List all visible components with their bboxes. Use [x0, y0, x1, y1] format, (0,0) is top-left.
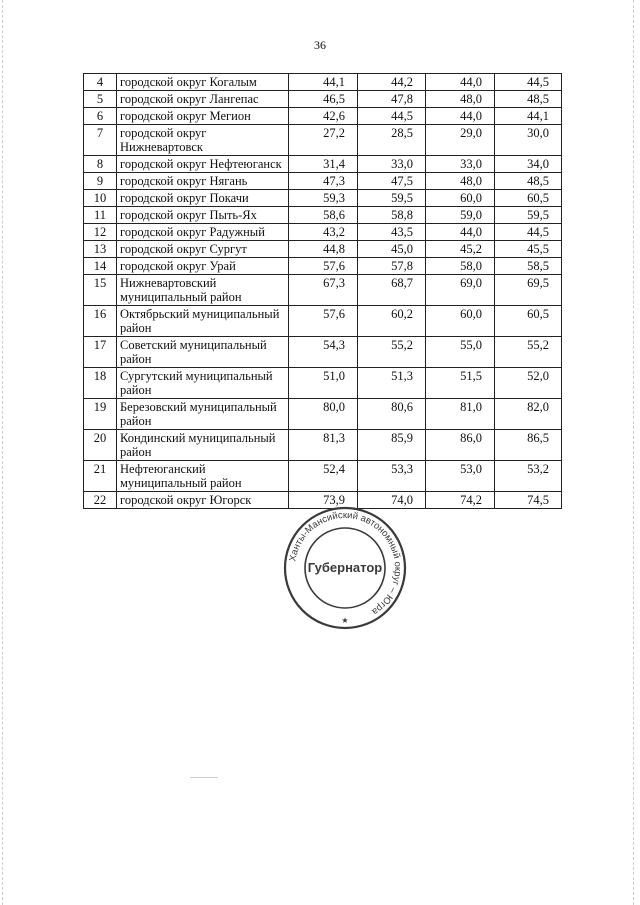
- value-col-3: 53,0: [426, 461, 495, 492]
- municipality-name: Октябрьский муниципальный район: [117, 306, 289, 337]
- value-col-3: 60,0: [426, 190, 495, 207]
- value-col-4: 48,5: [495, 91, 562, 108]
- value-col-2: 60,2: [358, 306, 426, 337]
- page-number: 36: [314, 38, 326, 52]
- table-row: [84, 241, 562, 258]
- municipality-name: городской округ Пыть-Ях: [117, 207, 289, 224]
- municipality-name: городской округ Лангепас: [117, 91, 289, 108]
- value-col-2: 59,5: [358, 190, 426, 207]
- value-col-3: 33,0: [426, 156, 495, 173]
- value-col-3: 44,0: [426, 74, 495, 91]
- value-col-2: 44,5: [358, 108, 426, 125]
- municipality-name: Кондинский муниципальный район: [117, 430, 289, 461]
- value-col-2: 33,0: [358, 156, 426, 173]
- value-col-4: 82,0: [495, 399, 562, 430]
- value-col-4: 44,5: [495, 224, 562, 241]
- value-col-4: 60,5: [495, 306, 562, 337]
- value-col-3: 55,0: [426, 337, 495, 368]
- value-col-2: 55,2: [358, 337, 426, 368]
- row-number: 5: [84, 91, 117, 108]
- municipality-name: городской округ Когалым: [117, 74, 289, 91]
- value-col-1: 51,0: [289, 368, 358, 399]
- table-row: [84, 337, 562, 368]
- row-number: 7: [84, 125, 117, 156]
- row-number: 17: [84, 337, 117, 368]
- value-col-1: 67,3: [289, 275, 358, 306]
- table-row: [84, 190, 562, 207]
- value-col-1: 59,3: [289, 190, 358, 207]
- row-number: 15: [84, 275, 117, 306]
- value-col-3: 48,0: [426, 91, 495, 108]
- indicator-table: [83, 73, 562, 509]
- table-row: [84, 399, 562, 430]
- value-col-4: 60,5: [495, 190, 562, 207]
- table-row: [84, 306, 562, 337]
- row-number: 14: [84, 258, 117, 275]
- value-col-1: 57,6: [289, 258, 358, 275]
- value-col-4: 55,2: [495, 337, 562, 368]
- value-col-4: 69,5: [495, 275, 562, 306]
- value-col-2: 51,3: [358, 368, 426, 399]
- row-number: 18: [84, 368, 117, 399]
- value-col-1: 58,6: [289, 207, 358, 224]
- table-row: [84, 125, 562, 156]
- value-col-1: 31,4: [289, 156, 358, 173]
- value-col-2: 85,9: [358, 430, 426, 461]
- municipality-name: городской округ Сургут: [117, 241, 289, 258]
- value-col-3: 51,5: [426, 368, 495, 399]
- municipality-name: Нефтеюганский муниципальный район: [117, 461, 289, 492]
- value-col-2: 45,0: [358, 241, 426, 258]
- table-row: [84, 258, 562, 275]
- value-col-2: 43,5: [358, 224, 426, 241]
- municipality-name: городской округ Нефтеюганск: [117, 156, 289, 173]
- row-number: 20: [84, 430, 117, 461]
- row-number: 6: [84, 108, 117, 125]
- value-col-3: 29,0: [426, 125, 495, 156]
- value-col-2: 47,5: [358, 173, 426, 190]
- value-col-2: 53,3: [358, 461, 426, 492]
- scan-edge-right: [633, 0, 634, 905]
- value-col-4: 48,5: [495, 173, 562, 190]
- value-col-2: 68,7: [358, 275, 426, 306]
- value-col-3: 59,0: [426, 207, 495, 224]
- governor-seal: [282, 505, 408, 631]
- value-col-1: 42,6: [289, 108, 358, 125]
- value-col-2: 28,5: [358, 125, 426, 156]
- value-col-1: 52,4: [289, 461, 358, 492]
- value-col-3: 86,0: [426, 430, 495, 461]
- value-col-4: 53,2: [495, 461, 562, 492]
- table-row: [84, 368, 562, 399]
- value-col-4: 45,5: [495, 241, 562, 258]
- value-col-4: 44,5: [495, 74, 562, 91]
- municipality-name: городской округ Югорск: [117, 492, 289, 509]
- table-row: [84, 207, 562, 224]
- value-col-2: 80,6: [358, 399, 426, 430]
- scan-mark: [190, 777, 218, 778]
- value-col-3: 48,0: [426, 173, 495, 190]
- value-col-1: 57,6: [289, 306, 358, 337]
- value-col-1: 54,3: [289, 337, 358, 368]
- table-row: [84, 430, 562, 461]
- value-col-3: 44,0: [426, 224, 495, 241]
- value-col-1: 73,9: [289, 492, 358, 509]
- value-col-1: 44,8: [289, 241, 358, 258]
- row-number: 4: [84, 74, 117, 91]
- row-number: 8: [84, 156, 117, 173]
- seal-star-icon: ★: [341, 616, 349, 625]
- value-col-1: 44,1: [289, 74, 358, 91]
- value-col-2: 47,8: [358, 91, 426, 108]
- table-row: [84, 173, 562, 190]
- municipality-name: городской округ Радужный: [117, 224, 289, 241]
- municipality-name: Советский муниципальный район: [117, 337, 289, 368]
- value-col-1: 43,2: [289, 224, 358, 241]
- table-row: [84, 275, 562, 306]
- municipality-name: городской округ Нижневартовск: [117, 125, 289, 156]
- value-col-2: 58,8: [358, 207, 426, 224]
- scan-edge-left: [2, 0, 3, 905]
- value-col-4: 34,0: [495, 156, 562, 173]
- table-row: [84, 461, 562, 492]
- municipality-name: Сургутский муниципальный район: [117, 368, 289, 399]
- municipality-name: Березовский муниципальный район: [117, 399, 289, 430]
- municipality-name: городской округ Нягань: [117, 173, 289, 190]
- row-number: 10: [84, 190, 117, 207]
- value-col-4: 44,1: [495, 108, 562, 125]
- row-number: 11: [84, 207, 117, 224]
- row-number: 21: [84, 461, 117, 492]
- table-body: [84, 74, 562, 509]
- value-col-2: 44,2: [358, 74, 426, 91]
- municipality-name: Нижневартовский муниципальный район: [117, 275, 289, 306]
- value-col-3: 45,2: [426, 241, 495, 258]
- table-row: [84, 74, 562, 91]
- value-col-1: 27,2: [289, 125, 358, 156]
- value-col-3: 58,0: [426, 258, 495, 275]
- row-number: 13: [84, 241, 117, 258]
- value-col-4: 30,0: [495, 125, 562, 156]
- value-col-3: 74,2: [426, 492, 495, 509]
- row-number: 22: [84, 492, 117, 509]
- municipality-name: городской округ Мегион: [117, 108, 289, 125]
- value-col-2: 57,8: [358, 258, 426, 275]
- value-col-3: 60,0: [426, 306, 495, 337]
- value-col-1: 46,5: [289, 91, 358, 108]
- value-col-4: 59,5: [495, 207, 562, 224]
- table-row: [84, 91, 562, 108]
- value-col-2: 74,0: [358, 492, 426, 509]
- seal-center-text: Губернатор: [307, 560, 383, 575]
- row-number: 16: [84, 306, 117, 337]
- value-col-3: 69,0: [426, 275, 495, 306]
- table-row: [84, 224, 562, 241]
- row-number: 12: [84, 224, 117, 241]
- municipality-name: городской округ Покачи: [117, 190, 289, 207]
- value-col-4: 74,5: [495, 492, 562, 509]
- value-col-1: 80,0: [289, 399, 358, 430]
- value-col-3: 81,0: [426, 399, 495, 430]
- value-col-1: 47,3: [289, 173, 358, 190]
- row-number: 19: [84, 399, 117, 430]
- seal-ring-text: Ханты-Мансийский автономный округ – Югра: [287, 509, 404, 618]
- value-col-4: 86,5: [495, 430, 562, 461]
- value-col-1: 81,3: [289, 430, 358, 461]
- municipality-name: городской округ Урай: [117, 258, 289, 275]
- table-row: [84, 156, 562, 173]
- row-number: 9: [84, 173, 117, 190]
- value-col-4: 58,5: [495, 258, 562, 275]
- value-col-3: 44,0: [426, 108, 495, 125]
- table-row: [84, 108, 562, 125]
- value-col-4: 52,0: [495, 368, 562, 399]
